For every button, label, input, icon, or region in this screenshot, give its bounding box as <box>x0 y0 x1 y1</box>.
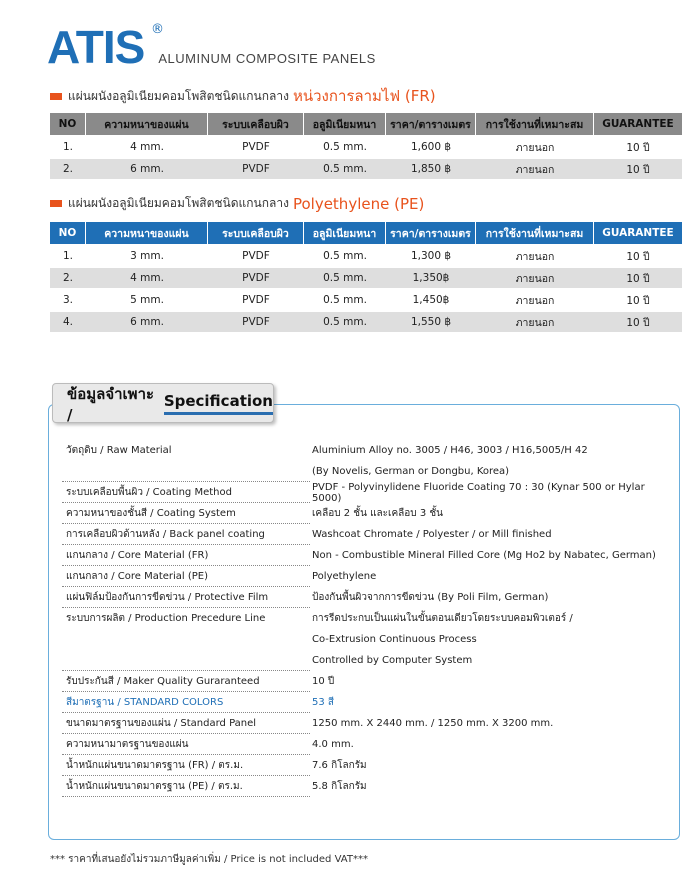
spec-value: เคลือบ 2 ชั้น และเคลือบ 3 ชั้น <box>312 508 443 519</box>
table-row <box>50 159 682 179</box>
spec-value: PVDF - Polyvinylidene Fluoride Coating 70 : 30 (Kynar 500 or Hylar 5000) <box>312 481 645 504</box>
spec-label: แกนกลาง / Core Material (PE) <box>62 566 310 587</box>
spec-row <box>62 608 662 629</box>
spec-row <box>62 482 662 503</box>
spec-value: Washcoat Chromate / Polyester / or Mill finished <box>312 529 552 540</box>
column-header: GUARANTEE <box>594 222 682 244</box>
vat-footnote: *** ราคาที่เสนอยังไม่รวมภาษีมูลค่าเพิ่ม / Price is not included VAT*** <box>50 854 368 865</box>
column-header: การใช้งานที่เหมาะสม <box>476 222 594 244</box>
column-header: การใช้งานที่เหมาะสม <box>476 113 594 135</box>
column-header: อลูมิเนียมหนา <box>304 222 386 244</box>
table-cell: 2. <box>50 268 86 288</box>
spec-value: Controlled by Computer System <box>312 655 473 666</box>
column-header: GUARANTEE <box>594 113 682 135</box>
pe-price-table <box>50 220 682 334</box>
spec-row <box>62 692 662 713</box>
table-header-row <box>50 222 682 244</box>
spec-label: น้ำหนักแผ่นขนาดมาตรฐาน (PE) / ตร.ม. <box>62 776 310 797</box>
table-cell: ภายนอก <box>476 137 594 157</box>
logo-text: ATIS <box>47 21 145 73</box>
table-cell: PVDF <box>208 290 304 310</box>
table-cell: ภายนอก <box>476 312 594 332</box>
table-row <box>50 312 682 332</box>
table-cell: 1,300 ฿ <box>386 246 476 266</box>
spec-label: ความหนาของชั้นสี / Coating System <box>62 503 310 524</box>
column-header: ราคา/ตารางเมตร <box>386 113 476 135</box>
table-cell: 10 ปี <box>594 312 682 332</box>
table-row <box>50 268 682 288</box>
spec-row <box>62 566 662 587</box>
spec-value: 4.0 mm. <box>312 739 354 750</box>
table-header-row <box>50 113 682 135</box>
spec-label: สีมาตรฐาน / STANDARD COLORS <box>62 692 310 713</box>
table-cell: 1,350฿ <box>386 268 476 288</box>
spec-value: 1250 mm. X 2440 mm. / 1250 mm. X 3200 mm. <box>312 718 554 729</box>
table-cell: 0.5 mm. <box>304 312 386 332</box>
column-header: ราคา/ตารางเมตร <box>386 222 476 244</box>
spec-row <box>62 671 662 692</box>
table-cell: 10 ปี <box>594 137 682 157</box>
spec-row <box>62 734 662 755</box>
fr-title-text: แผ่นผนังอลูมิเนียมคอมโพสิตชนิดแกนกลาง <box>68 88 289 103</box>
spec-row <box>62 755 662 776</box>
table-cell: 2. <box>50 159 86 179</box>
table-cell: PVDF <box>208 137 304 157</box>
table-cell: 0.5 mm. <box>304 290 386 310</box>
table-cell: 0.5 mm. <box>304 246 386 266</box>
table-cell: 6 mm. <box>86 159 208 179</box>
table-cell: ภายนอก <box>476 159 594 179</box>
column-header: ระบบเคลือบผิว <box>208 113 304 135</box>
table-cell: 0.5 mm. <box>304 268 386 288</box>
column-header: NO <box>50 222 86 244</box>
spec-value: 10 ปี <box>312 676 335 687</box>
spec-label: ระบบเคลือบพื้นผิว / Coating Method <box>62 482 310 503</box>
table-cell: 10 ปี <box>594 268 682 288</box>
table-cell: 1,450฿ <box>386 290 476 310</box>
table-cell: PVDF <box>208 159 304 179</box>
spec-row <box>62 545 662 566</box>
spec-tab-prefix: ข้อมูลจำเพาะ / <box>67 385 155 424</box>
spec-label: แผ่นฟิล์มป้องกันการขีดข่วน / Protective Film <box>62 587 310 608</box>
spec-label: แกนกลาง / Core Material (FR) <box>62 545 310 566</box>
pe-title-text: แผ่นผนังอลูมิเนียมคอมโพสิตชนิดแกนกลาง <box>68 196 289 210</box>
table-row <box>50 137 682 157</box>
spec-label: วัตถุดิบ / Raw Material <box>66 445 172 456</box>
column-header: ระบบเคลือบผิว <box>208 222 304 244</box>
table-cell: 0.5 mm. <box>304 137 386 157</box>
spec-row <box>62 629 662 650</box>
table-cell: ภายนอก <box>476 290 594 310</box>
spec-value: Aluminium Alloy no. 3005 / H46, 3003 / H16,5005/H 42 <box>312 445 588 456</box>
spec-value: 53 สี <box>312 697 335 708</box>
table-cell: 0.5 mm. <box>304 159 386 179</box>
specification-tab <box>52 383 274 423</box>
spec-label: ความหนามาตรฐานของแผ่น <box>62 734 310 755</box>
table-cell: PVDF <box>208 246 304 266</box>
spec-label <box>62 461 310 482</box>
spec-label <box>62 650 310 671</box>
table-cell: ภายนอก <box>476 246 594 266</box>
spec-label: รับประกันสี / Maker Quality Guraranteed <box>62 671 310 692</box>
brand-header <box>47 20 376 73</box>
table-cell: 3 mm. <box>86 246 208 266</box>
pe-title-highlight: Polyethylene (PE) <box>292 194 425 213</box>
spec-tab-main: Specification <box>164 392 273 415</box>
table-cell: PVDF <box>208 268 304 288</box>
column-header: ความหนาของแผ่น <box>86 113 208 135</box>
fr-price-table <box>50 111 682 181</box>
table-cell: 1. <box>50 137 86 157</box>
orange-bullet-icon <box>50 93 62 100</box>
spec-label: การเคลือบผิวด้านหลัง / Back panel coating <box>62 524 310 545</box>
spec-row <box>62 440 662 461</box>
column-header: ความหนาของแผ่น <box>86 222 208 244</box>
fr-title-highlight: หน่วงการลามไฟ (FR) <box>292 87 436 105</box>
column-header: อลูมิเนียมหนา <box>304 113 386 135</box>
spec-value: ป้องกันพื้นผิวจากการขีดข่วน (By Poli Film, German) <box>312 592 549 603</box>
column-header: NO <box>50 113 86 135</box>
spec-label: ขนาดมาตรฐานของแผ่น / Standard Panel <box>62 713 310 734</box>
brand-logo <box>47 21 164 73</box>
spec-row <box>62 587 662 608</box>
table-cell: 4. <box>50 312 86 332</box>
table-cell: 3. <box>50 290 86 310</box>
brand-subtitle: ALUMINUM COMPOSITE PANELS <box>158 51 376 66</box>
table-row <box>50 290 682 310</box>
table-cell: 5 mm. <box>86 290 208 310</box>
spec-value: Non - Combustible Mineral Filled Core (Mg Ho2 by Nabatec, German) <box>312 550 656 561</box>
registered-mark: ® <box>151 22 164 37</box>
spec-label: ระบบการผลิต / Production Precedure Line <box>66 613 266 624</box>
spec-value: 5.8 กิโลกรัม <box>312 781 367 792</box>
spec-value: Polyethylene <box>312 571 377 582</box>
spec-row <box>62 650 662 671</box>
spec-row <box>62 776 662 797</box>
table-cell: PVDF <box>208 312 304 332</box>
spec-row <box>62 713 662 734</box>
spec-label: น้ำหนักแผ่นขนาดมาตรฐาน (FR) / ตร.ม. <box>62 755 310 776</box>
table-cell: 1,600 ฿ <box>386 137 476 157</box>
table-cell: ภายนอก <box>476 268 594 288</box>
spec-label <box>62 629 310 650</box>
spec-row <box>62 503 662 524</box>
table-cell: 1,850 ฿ <box>386 159 476 179</box>
spec-row <box>62 524 662 545</box>
spec-value: 7.6 กิโลกรัม <box>312 760 367 771</box>
spec-value: (By Novelis, German or Dongbu, Korea) <box>312 466 510 477</box>
spec-row <box>62 461 662 482</box>
table-cell: 4 mm. <box>86 137 208 157</box>
spec-list <box>62 440 662 797</box>
table-cell: 10 ปี <box>594 246 682 266</box>
table-cell: 1. <box>50 246 86 266</box>
spec-value: การรีดประกบเป็นแผ่นในขั้นตอนเดียวโดยระบบคอมพิวเตอร์ / <box>312 613 573 624</box>
pe-section-title <box>50 194 424 213</box>
table-cell: 4 mm. <box>86 268 208 288</box>
table-cell: 10 ปี <box>594 290 682 310</box>
table-cell: 1,550 ฿ <box>386 312 476 332</box>
spec-value: Co-Extrusion Continuous Process <box>312 634 477 645</box>
table-cell: 6 mm. <box>86 312 208 332</box>
table-cell: 10 ปี <box>594 159 682 179</box>
fr-section-title <box>50 84 436 108</box>
orange-bullet-icon <box>50 200 62 207</box>
table-row <box>50 246 682 266</box>
